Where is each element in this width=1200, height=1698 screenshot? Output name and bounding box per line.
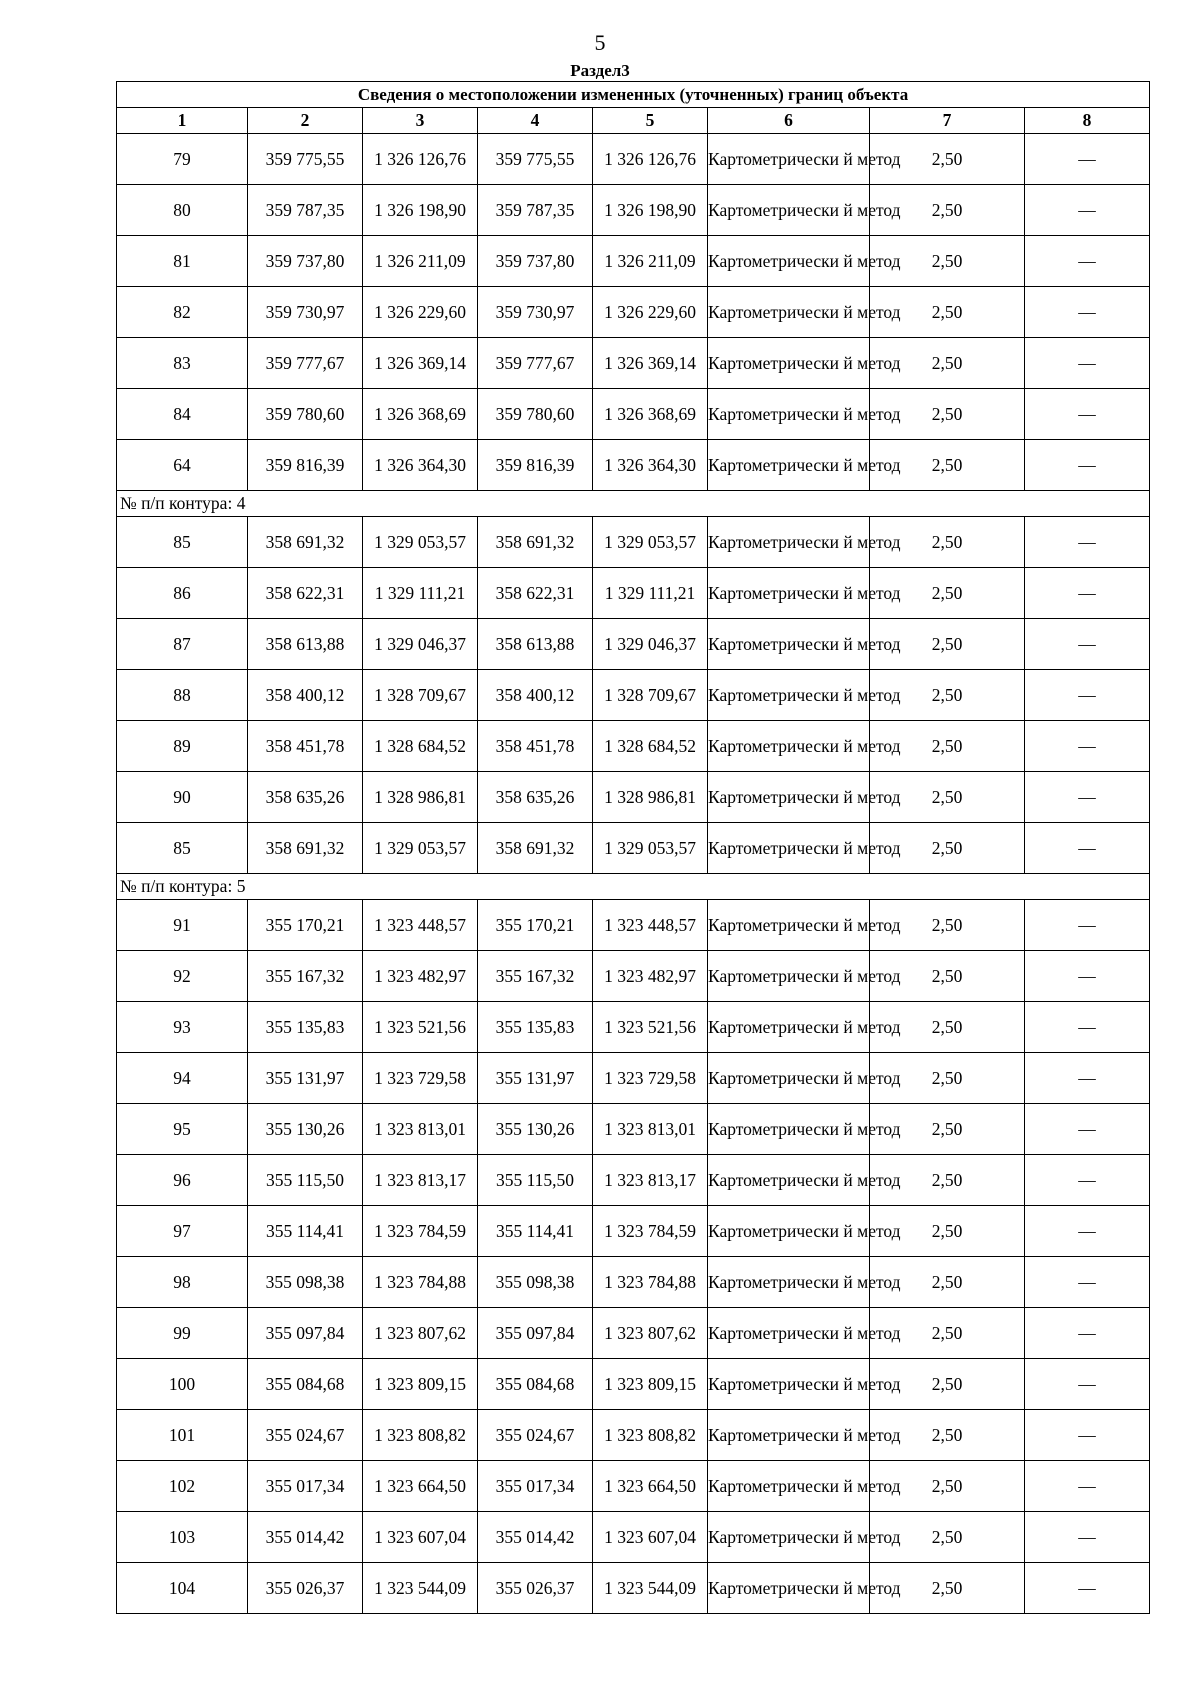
y-coordinate-cell: 1 329 046,37: [363, 619, 478, 670]
accuracy-cell: 2,50: [870, 1410, 1025, 1461]
table-row: [117, 772, 1150, 823]
table-row: [117, 721, 1150, 772]
y-coordinate-new-cell: 1 323 544,09: [593, 1563, 708, 1614]
accuracy-cell: 2,50: [870, 1308, 1025, 1359]
point-number-cell: 94: [117, 1053, 248, 1104]
x-coordinate-new-cell: 358 691,32: [478, 823, 593, 874]
y-coordinate-cell: 1 323 482,97: [363, 951, 478, 1002]
x-coordinate-cell: 355 017,34: [248, 1461, 363, 1512]
x-coordinate-new-cell: 358 451,78: [478, 721, 593, 772]
method-cell: Картометрически й метод: [708, 185, 870, 236]
method-cell: Картометрически й метод: [708, 134, 870, 185]
point-number-cell: 92: [117, 951, 248, 1002]
y-coordinate-new-cell: 1 326 198,90: [593, 185, 708, 236]
column-header: 6: [708, 108, 870, 134]
column-header: 3: [363, 108, 478, 134]
x-coordinate-new-cell: 355 024,67: [478, 1410, 593, 1461]
point-number-cell: 82: [117, 287, 248, 338]
point-number-cell: 85: [117, 517, 248, 568]
accuracy-cell: 2,50: [870, 670, 1025, 721]
accuracy-cell: 2,50: [870, 772, 1025, 823]
table-row: [117, 1512, 1150, 1563]
method-cell: Картометрически й метод: [708, 823, 870, 874]
note-cell: —: [1025, 772, 1150, 823]
y-coordinate-new-cell: 1 328 986,81: [593, 772, 708, 823]
y-coordinate-new-cell: 1 323 448,57: [593, 900, 708, 951]
accuracy-cell: 2,50: [870, 1206, 1025, 1257]
point-number-cell: 83: [117, 338, 248, 389]
x-coordinate-new-cell: 358 622,31: [478, 568, 593, 619]
method-cell: Картометрически й метод: [708, 287, 870, 338]
table-row: [117, 1563, 1150, 1614]
x-coordinate-cell: 358 613,88: [248, 619, 363, 670]
note-cell: —: [1025, 1563, 1150, 1614]
x-coordinate-cell: 358 635,26: [248, 772, 363, 823]
table-row: [117, 287, 1150, 338]
point-number-cell: 91: [117, 900, 248, 951]
point-number-cell: 102: [117, 1461, 248, 1512]
x-coordinate-new-cell: 358 400,12: [478, 670, 593, 721]
y-coordinate-cell: 1 329 053,57: [363, 823, 478, 874]
x-coordinate-cell: 358 691,32: [248, 517, 363, 568]
accuracy-cell: 2,50: [870, 1461, 1025, 1512]
y-coordinate-new-cell: 1 326 211,09: [593, 236, 708, 287]
accuracy-cell: 2,50: [870, 185, 1025, 236]
note-cell: —: [1025, 1206, 1150, 1257]
x-coordinate-cell: 355 114,41: [248, 1206, 363, 1257]
accuracy-cell: 2,50: [870, 568, 1025, 619]
y-coordinate-cell: 1 323 807,62: [363, 1308, 478, 1359]
accuracy-cell: 2,50: [870, 823, 1025, 874]
x-coordinate-cell: 359 775,55: [248, 134, 363, 185]
x-coordinate-new-cell: 359 777,67: [478, 338, 593, 389]
note-cell: —: [1025, 440, 1150, 491]
note-cell: —: [1025, 517, 1150, 568]
table-row: [117, 1257, 1150, 1308]
page-number: 5: [594, 30, 606, 55]
accuracy-cell: 2,50: [870, 517, 1025, 568]
method-cell: Картометрически й метод: [708, 338, 870, 389]
y-coordinate-new-cell: 1 323 808,82: [593, 1410, 708, 1461]
accuracy-cell: 2,50: [870, 1104, 1025, 1155]
table-title: Сведения о местоположении измененных (уточненных) границ объекта: [117, 82, 1150, 108]
note-cell: —: [1025, 1257, 1150, 1308]
accuracy-cell: 2,50: [870, 1512, 1025, 1563]
method-cell: Картометрически й метод: [708, 440, 870, 491]
method-cell: Картометрически й метод: [708, 1461, 870, 1512]
y-coordinate-new-cell: 1 323 664,50: [593, 1461, 708, 1512]
y-coordinate-cell: 1 323 664,50: [363, 1461, 478, 1512]
table-row: [117, 134, 1150, 185]
x-coordinate-new-cell: 355 135,83: [478, 1002, 593, 1053]
x-coordinate-new-cell: 359 775,55: [478, 134, 593, 185]
table-row: [117, 1359, 1150, 1410]
x-coordinate-cell: 359 777,67: [248, 338, 363, 389]
y-coordinate-new-cell: 1 326 369,14: [593, 338, 708, 389]
x-coordinate-cell: 355 098,38: [248, 1257, 363, 1308]
y-coordinate-cell: 1 326 126,76: [363, 134, 478, 185]
note-cell: —: [1025, 951, 1150, 1002]
point-number-cell: 88: [117, 670, 248, 721]
point-number-cell: 104: [117, 1563, 248, 1614]
x-coordinate-cell: 358 622,31: [248, 568, 363, 619]
x-coordinate-new-cell: 355 167,32: [478, 951, 593, 1002]
x-coordinate-cell: 355 167,32: [248, 951, 363, 1002]
y-coordinate-new-cell: 1 329 053,57: [593, 517, 708, 568]
point-number-cell: 90: [117, 772, 248, 823]
x-coordinate-new-cell: 355 014,42: [478, 1512, 593, 1563]
point-number-cell: 87: [117, 619, 248, 670]
accuracy-cell: 2,50: [870, 389, 1025, 440]
note-cell: —: [1025, 721, 1150, 772]
table-row: [117, 236, 1150, 287]
table-row: [117, 1410, 1150, 1461]
note-cell: —: [1025, 1155, 1150, 1206]
x-coordinate-cell: 359 780,60: [248, 389, 363, 440]
note-cell: —: [1025, 389, 1150, 440]
table-body: [117, 134, 1150, 1614]
y-coordinate-cell: 1 329 111,21: [363, 568, 478, 619]
point-number-cell: 64: [117, 440, 248, 491]
x-coordinate-new-cell: 358 635,26: [478, 772, 593, 823]
y-coordinate-new-cell: 1 329 046,37: [593, 619, 708, 670]
note-cell: —: [1025, 619, 1150, 670]
y-coordinate-new-cell: 1 323 521,56: [593, 1002, 708, 1053]
column-header: 7: [870, 108, 1025, 134]
x-coordinate-cell: 359 787,35: [248, 185, 363, 236]
accuracy-cell: 2,50: [870, 287, 1025, 338]
contour-row: [117, 874, 1150, 900]
method-cell: Картометрически й метод: [708, 951, 870, 1002]
y-coordinate-new-cell: 1 329 111,21: [593, 568, 708, 619]
accuracy-cell: 2,50: [870, 1563, 1025, 1614]
y-coordinate-cell: 1 323 813,01: [363, 1104, 478, 1155]
x-coordinate-cell: 358 691,32: [248, 823, 363, 874]
method-cell: Картометрически й метод: [708, 1563, 870, 1614]
table-row: [117, 1104, 1150, 1155]
y-coordinate-new-cell: 1 326 126,76: [593, 134, 708, 185]
x-coordinate-cell: 355 084,68: [248, 1359, 363, 1410]
method-cell: Картометрически й метод: [708, 900, 870, 951]
accuracy-cell: 2,50: [870, 1002, 1025, 1053]
x-coordinate-new-cell: 355 131,97: [478, 1053, 593, 1104]
accuracy-cell: 2,50: [870, 440, 1025, 491]
y-coordinate-cell: 1 326 369,14: [363, 338, 478, 389]
accuracy-cell: 2,50: [870, 1053, 1025, 1104]
x-coordinate-cell: 359 730,97: [248, 287, 363, 338]
y-coordinate-cell: 1 323 607,04: [363, 1512, 478, 1563]
point-number-cell: 89: [117, 721, 248, 772]
y-coordinate-new-cell: 1 323 807,62: [593, 1308, 708, 1359]
y-coordinate-new-cell: 1 323 607,04: [593, 1512, 708, 1563]
coordinates-table: [116, 81, 1150, 1614]
note-cell: —: [1025, 1002, 1150, 1053]
table-row: [117, 1308, 1150, 1359]
y-coordinate-cell: 1 329 053,57: [363, 517, 478, 568]
method-cell: Картометрически й метод: [708, 389, 870, 440]
method-cell: Картометрически й метод: [708, 517, 870, 568]
accuracy-cell: 2,50: [870, 721, 1025, 772]
accuracy-cell: 2,50: [870, 900, 1025, 951]
note-cell: —: [1025, 134, 1150, 185]
contour-label: № п/п контура: 4: [117, 491, 1150, 517]
y-coordinate-cell: 1 323 544,09: [363, 1563, 478, 1614]
note-cell: —: [1025, 287, 1150, 338]
note-cell: —: [1025, 185, 1150, 236]
x-coordinate-cell: 355 014,42: [248, 1512, 363, 1563]
x-coordinate-cell: 355 097,84: [248, 1308, 363, 1359]
method-cell: Картометрически й метод: [708, 1410, 870, 1461]
method-cell: Картометрически й метод: [708, 1512, 870, 1563]
point-number-cell: 97: [117, 1206, 248, 1257]
x-coordinate-new-cell: 355 017,34: [478, 1461, 593, 1512]
x-coordinate-new-cell: 359 780,60: [478, 389, 593, 440]
x-coordinate-cell: 355 135,83: [248, 1002, 363, 1053]
x-coordinate-cell: 359 737,80: [248, 236, 363, 287]
point-number-cell: 93: [117, 1002, 248, 1053]
note-cell: —: [1025, 1410, 1150, 1461]
method-cell: Картометрически й метод: [708, 568, 870, 619]
x-coordinate-new-cell: 359 737,80: [478, 236, 593, 287]
x-coordinate-new-cell: 359 730,97: [478, 287, 593, 338]
table-row: [117, 951, 1150, 1002]
x-coordinate-new-cell: 355 084,68: [478, 1359, 593, 1410]
point-number-cell: 101: [117, 1410, 248, 1461]
column-header: 8: [1025, 108, 1150, 134]
y-coordinate-new-cell: 1 326 364,30: [593, 440, 708, 491]
accuracy-cell: 2,50: [870, 1359, 1025, 1410]
accuracy-cell: 2,50: [870, 951, 1025, 1002]
table-row: [117, 670, 1150, 721]
y-coordinate-cell: 1 326 368,69: [363, 389, 478, 440]
table-row: [117, 338, 1150, 389]
method-cell: Картометрически й метод: [708, 1257, 870, 1308]
y-coordinate-cell: 1 323 784,88: [363, 1257, 478, 1308]
y-coordinate-cell: 1 326 229,60: [363, 287, 478, 338]
x-coordinate-cell: 358 451,78: [248, 721, 363, 772]
y-coordinate-cell: 1 326 198,90: [363, 185, 478, 236]
accuracy-cell: 2,50: [870, 134, 1025, 185]
accuracy-cell: 2,50: [870, 338, 1025, 389]
method-cell: Картометрически й метод: [708, 1104, 870, 1155]
x-coordinate-cell: 355 170,21: [248, 900, 363, 951]
y-coordinate-cell: 1 326 211,09: [363, 236, 478, 287]
y-coordinate-cell: 1 323 784,59: [363, 1206, 478, 1257]
table-row: [117, 440, 1150, 491]
y-coordinate-new-cell: 1 323 784,88: [593, 1257, 708, 1308]
table-row: [117, 1206, 1150, 1257]
table-row: [117, 1155, 1150, 1206]
x-coordinate-cell: 359 816,39: [248, 440, 363, 491]
x-coordinate-cell: 358 400,12: [248, 670, 363, 721]
table-row: [117, 900, 1150, 951]
method-cell: Картометрически й метод: [708, 1002, 870, 1053]
x-coordinate-cell: 355 130,26: [248, 1104, 363, 1155]
table-row: [117, 1002, 1150, 1053]
point-number-cell: 85: [117, 823, 248, 874]
x-coordinate-new-cell: 359 816,39: [478, 440, 593, 491]
y-coordinate-cell: 1 326 364,30: [363, 440, 478, 491]
point-number-cell: 79: [117, 134, 248, 185]
table-row: [117, 619, 1150, 670]
method-cell: Картометрически й метод: [708, 1206, 870, 1257]
x-coordinate-new-cell: 355 115,50: [478, 1155, 593, 1206]
y-coordinate-new-cell: 1 326 229,60: [593, 287, 708, 338]
note-cell: —: [1025, 236, 1150, 287]
table-row: [117, 517, 1150, 568]
x-coordinate-new-cell: 355 114,41: [478, 1206, 593, 1257]
point-number-cell: 103: [117, 1512, 248, 1563]
method-cell: Картометрически й метод: [708, 236, 870, 287]
x-coordinate-new-cell: 358 613,88: [478, 619, 593, 670]
method-cell: Картометрически й метод: [708, 670, 870, 721]
x-coordinate-new-cell: 355 130,26: [478, 1104, 593, 1155]
note-cell: —: [1025, 1359, 1150, 1410]
y-coordinate-new-cell: 1 329 053,57: [593, 823, 708, 874]
x-coordinate-new-cell: 358 691,32: [478, 517, 593, 568]
y-coordinate-new-cell: 1 323 813,17: [593, 1155, 708, 1206]
contour-label: № п/п контура: 5: [117, 874, 1150, 900]
point-number-cell: 80: [117, 185, 248, 236]
x-coordinate-new-cell: 355 097,84: [478, 1308, 593, 1359]
y-coordinate-cell: 1 328 986,81: [363, 772, 478, 823]
section-title: Раздел3: [570, 61, 630, 80]
point-number-cell: 86: [117, 568, 248, 619]
method-cell: Картометрически й метод: [708, 1053, 870, 1104]
x-coordinate-cell: 355 024,67: [248, 1410, 363, 1461]
column-header: 4: [478, 108, 593, 134]
column-header: 1: [117, 108, 248, 134]
method-cell: Картометрически й метод: [708, 1155, 870, 1206]
note-cell: —: [1025, 1308, 1150, 1359]
method-cell: Картометрически й метод: [708, 772, 870, 823]
table-row: [117, 1053, 1150, 1104]
note-cell: —: [1025, 1461, 1150, 1512]
method-cell: Картометрически й метод: [708, 1308, 870, 1359]
y-coordinate-cell: 1 323 808,82: [363, 1410, 478, 1461]
point-number-cell: 99: [117, 1308, 248, 1359]
point-number-cell: 95: [117, 1104, 248, 1155]
y-coordinate-cell: 1 328 684,52: [363, 721, 478, 772]
y-coordinate-cell: 1 323 813,17: [363, 1155, 478, 1206]
table-row: [117, 389, 1150, 440]
column-header: 5: [593, 108, 708, 134]
x-coordinate-new-cell: 355 098,38: [478, 1257, 593, 1308]
note-cell: —: [1025, 568, 1150, 619]
y-coordinate-new-cell: 1 323 784,59: [593, 1206, 708, 1257]
point-number-cell: 84: [117, 389, 248, 440]
point-number-cell: 100: [117, 1359, 248, 1410]
note-cell: —: [1025, 338, 1150, 389]
accuracy-cell: 2,50: [870, 1155, 1025, 1206]
accuracy-cell: 2,50: [870, 1257, 1025, 1308]
point-number-cell: 98: [117, 1257, 248, 1308]
contour-row: [117, 491, 1150, 517]
x-coordinate-cell: 355 131,97: [248, 1053, 363, 1104]
note-cell: —: [1025, 670, 1150, 721]
y-coordinate-new-cell: 1 323 809,15: [593, 1359, 708, 1410]
y-coordinate-cell: 1 323 809,15: [363, 1359, 478, 1410]
table-row: [117, 568, 1150, 619]
y-coordinate-cell: 1 323 729,58: [363, 1053, 478, 1104]
method-cell: Картометрически й метод: [708, 1359, 870, 1410]
x-coordinate-cell: 355 115,50: [248, 1155, 363, 1206]
y-coordinate-cell: 1 328 709,67: [363, 670, 478, 721]
method-cell: Картометрически й метод: [708, 619, 870, 670]
y-coordinate-cell: 1 323 521,56: [363, 1002, 478, 1053]
x-coordinate-cell: 355 026,37: [248, 1563, 363, 1614]
note-cell: —: [1025, 1104, 1150, 1155]
table-row: [117, 185, 1150, 236]
note-cell: —: [1025, 823, 1150, 874]
note-cell: —: [1025, 900, 1150, 951]
x-coordinate-new-cell: 359 787,35: [478, 185, 593, 236]
y-coordinate-new-cell: 1 326 368,69: [593, 389, 708, 440]
header-row: [117, 108, 1150, 134]
y-coordinate-new-cell: 1 323 482,97: [593, 951, 708, 1002]
y-coordinate-new-cell: 1 328 709,67: [593, 670, 708, 721]
y-coordinate-new-cell: 1 323 729,58: [593, 1053, 708, 1104]
y-coordinate-new-cell: 1 328 684,52: [593, 721, 708, 772]
x-coordinate-new-cell: 355 026,37: [478, 1563, 593, 1614]
point-number-cell: 96: [117, 1155, 248, 1206]
method-cell: Картометрически й метод: [708, 721, 870, 772]
accuracy-cell: 2,50: [870, 236, 1025, 287]
table-row: [117, 1461, 1150, 1512]
column-header: 2: [248, 108, 363, 134]
note-cell: —: [1025, 1512, 1150, 1563]
y-coordinate-new-cell: 1 323 813,01: [593, 1104, 708, 1155]
x-coordinate-new-cell: 355 170,21: [478, 900, 593, 951]
accuracy-cell: 2,50: [870, 619, 1025, 670]
point-number-cell: 81: [117, 236, 248, 287]
y-coordinate-cell: 1 323 448,57: [363, 900, 478, 951]
note-cell: —: [1025, 1053, 1150, 1104]
table-row: [117, 823, 1150, 874]
